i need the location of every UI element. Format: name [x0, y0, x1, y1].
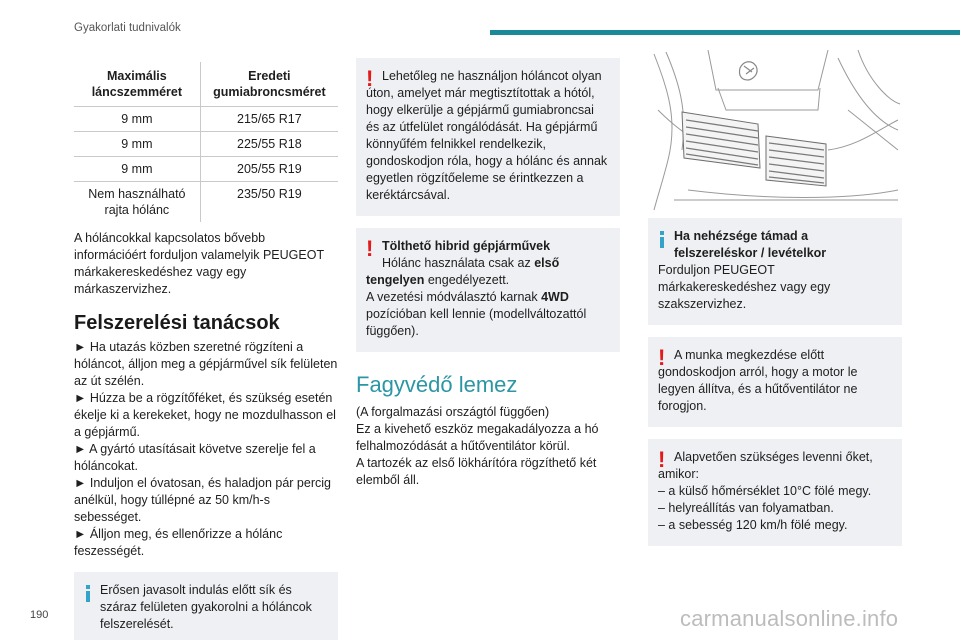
column-2	[356, 50, 620, 489]
tip-text: Erősen javasolt indulás előtt sík és száraz felületen gyakorolni a hóláncok felszerelését.	[100, 583, 312, 631]
watermark: carmanualsonline.info	[680, 606, 899, 631]
hybrid-line-2	[366, 272, 610, 289]
section-heading: Fagyvédő lemez	[356, 372, 518, 397]
list-item: – a sebesség 120 km/h fölé megy.	[658, 518, 848, 532]
body-paragraph: A tartozék az első lökhárítóra rögzíthető két elemből áll.	[356, 456, 597, 487]
info-paragraph: A hóláncokkal kapcsolatos bővebb információért forduljon valamelyik PEUGEOT márkakereskedéshez vagy egy márkaszervizhez.	[74, 231, 324, 296]
table-cell: 9 mm	[74, 107, 200, 132]
table-row	[74, 157, 338, 182]
hybrid-bold: első	[534, 256, 560, 270]
table-row	[74, 107, 338, 132]
info-icon	[86, 585, 90, 603]
hybrid-text: Hólánc használata csak az	[382, 256, 531, 270]
table-cell: 205/55 R19	[200, 157, 338, 182]
hybrid-title: Tölthető hibrid gépjárművek	[382, 239, 551, 253]
list-item: – helyreállítás van folyamatban.	[658, 501, 834, 515]
hybrid-warning-box	[356, 228, 620, 352]
warning-exclamation-icon: !	[658, 345, 666, 370]
table-row	[74, 132, 338, 157]
warning-text: A munka megkezdése előtt gondoskodjon arról, hogy a motor le legyen állítva, és a hűtőventilátor ne forogjon.	[658, 348, 858, 413]
warning-exclamation-icon: !	[658, 447, 666, 472]
table-cell: 215/65 R17	[200, 107, 338, 132]
running-header: Gyakorlati tudnivalók	[74, 22, 181, 34]
tip-box	[74, 572, 338, 640]
hybrid-line-4: pozícióban kell lennie (modellváltozattól függően).	[366, 307, 587, 338]
info-box-title: Ha nehézsége támad a felszereléskor / levételkor	[674, 229, 827, 260]
bullet-item: ► Húzza be a rögzítőféket, és szükség esetén ékelje ki a kerekeket, hogy ne mozdulhasson el a gépjármű.	[74, 391, 336, 439]
warning-box	[648, 439, 902, 546]
table-header-cell: Eredeti gumiabroncsméret	[200, 62, 338, 107]
body-paragraph: Ez a kivehető eszköz megakadályozza a hó felhalmozódását a hűtőventilátor körül.	[356, 422, 599, 453]
table-row	[74, 182, 338, 223]
hybrid-line-3	[366, 289, 610, 306]
hybrid-bold: 4WD	[541, 290, 569, 304]
bullet-item: ► Ha utazás közben szeretné rögzíteni a hóláncot, álljon meg a gépjárművel sík felületen az út szélén.	[74, 340, 338, 388]
info-box-text: Forduljon PEUGEOT márkakereskedéshez vagy egy szakszervizhez.	[658, 263, 831, 311]
column-3	[648, 50, 902, 546]
table-cell: Nem használható rajta hólánc	[74, 182, 200, 223]
bullet-item: ► A gyártó utasításait követve szerelje fel a hóláncokat.	[74, 442, 316, 473]
bullet-item: ► Álljon meg, és ellenőrizze a hólánc feszességét.	[74, 527, 283, 558]
hybrid-bold: tengelyen	[366, 273, 425, 287]
warning-box	[356, 58, 620, 216]
table-cell: 9 mm	[74, 157, 200, 182]
info-box	[648, 218, 902, 325]
hybrid-text: A vezetési módválasztó karnak	[366, 290, 538, 304]
table-cell: 9 mm	[74, 132, 200, 157]
warning-text: Lehetőleg ne használjon hóláncot olyan úton, amelyet már megtisztítottak a hótól, hogy elkerülje a gépjármű gumiabroncsai és az útfelület rongálódását. Ha gépjármű könnyűfém felnikkel rendelkezik, gondoskodjon róla, hogy a hólánc és annak egyetlen rögzítőeleme se érintkezzen a keréktárcsával.	[366, 69, 608, 202]
body-paragraph: (A forgalmazási országtól függően)	[356, 405, 550, 419]
section-heading: Felszerelési tanácsok	[74, 312, 280, 334]
hybrid-line-1	[366, 255, 610, 272]
warning-exclamation-icon: !	[366, 66, 374, 91]
snow-chain-table	[74, 62, 338, 222]
table-cell: 225/55 R18	[200, 132, 338, 157]
front-bumper-illustration	[648, 50, 902, 212]
warning-exclamation-icon: !	[366, 236, 374, 261]
table-header-cell: Maximális láncszemméret	[74, 62, 200, 107]
table-header-row	[74, 62, 338, 107]
header-accent-bar	[490, 30, 960, 35]
hybrid-text: engedélyezett.	[427, 273, 510, 287]
page-number: 190	[30, 609, 49, 621]
warning-box	[648, 337, 902, 427]
column-1	[74, 50, 338, 640]
info-icon	[660, 231, 664, 249]
warning-intro: Alapvetően szükséges levenni őket, amikor:	[658, 450, 873, 481]
bullet-item: ► Induljon el óvatosan, és haladjon pár percig anélkül, hogy túllépné az 50 km/h-s sebességet.	[74, 476, 331, 524]
table-cell: 235/50 R19	[200, 182, 338, 223]
list-item: – a külső hőmérséklet 10°C fölé megy.	[658, 484, 872, 498]
